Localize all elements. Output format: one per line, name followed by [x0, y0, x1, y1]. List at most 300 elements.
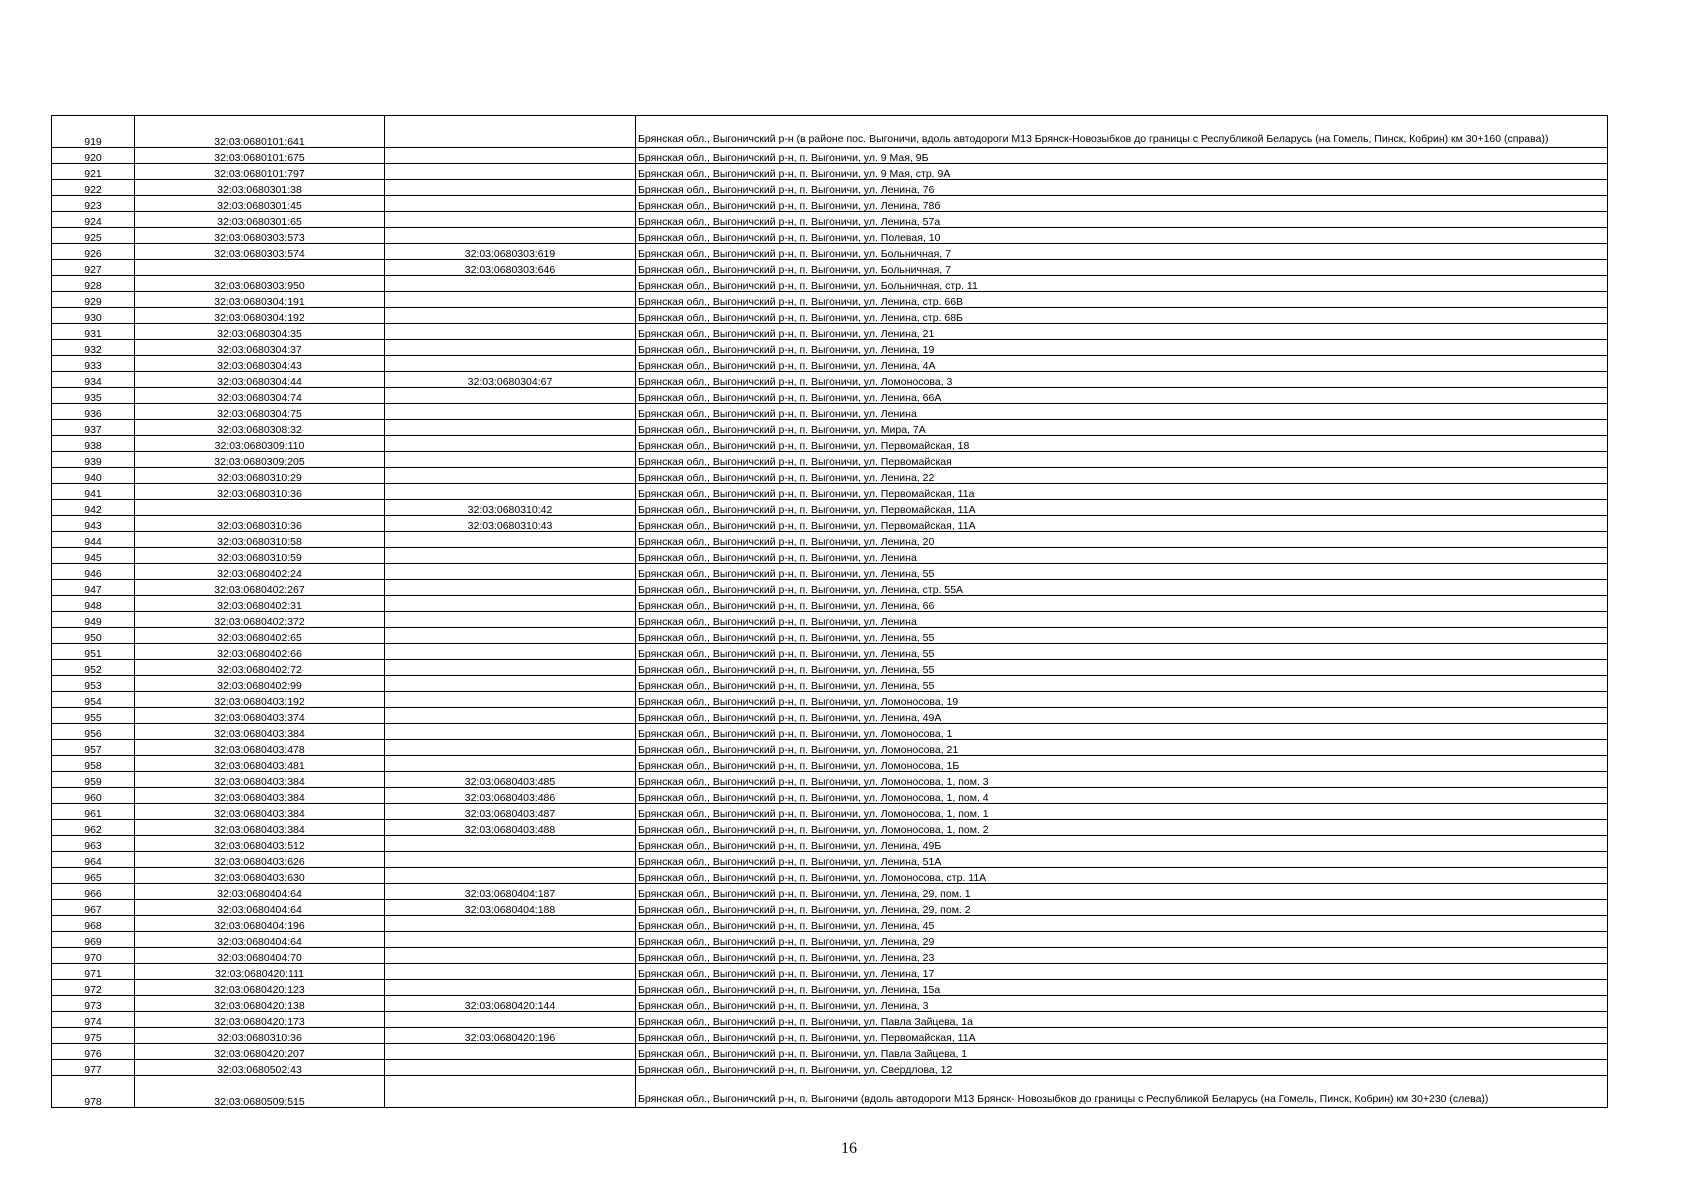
address-cell: Брянская обл., Выгоничский р-н, п. Выгоничи, ул. 9 Мая, 9Б	[636, 148, 1608, 164]
cadastral-number-cell: 32:03:0680304:44	[135, 372, 385, 388]
related-cadastral-number-cell	[385, 932, 636, 948]
related-cadastral-number-cell	[385, 708, 636, 724]
cadastral-number-cell: 32:03:0680308:32	[135, 420, 385, 436]
related-cadastral-number-cell	[385, 1044, 636, 1060]
related-cadastral-number-cell	[385, 916, 636, 932]
cadastral-number-cell: 32:03:0680402:72	[135, 660, 385, 676]
related-cadastral-number-cell	[385, 228, 636, 244]
row-number-cell: 931	[52, 324, 135, 340]
cadastral-number-cell: 32:03:0680404:64	[135, 884, 385, 900]
address-cell: Брянская обл., Выгоничский р-н, п. Выгоничи, ул. Ленина, 55	[636, 564, 1608, 580]
cadastral-number-cell: 32:03:0680310:36	[135, 484, 385, 500]
table-body	[52, 116, 1608, 1108]
cadastral-table	[51, 115, 1608, 1108]
address-cell: Брянская обл., Выгоничский р-н, п. Выгоничи, ул. Ленина, 3	[636, 996, 1608, 1012]
row-number-cell: 919	[52, 116, 135, 148]
cadastral-number-cell: 32:03:0680509:515	[135, 1076, 385, 1108]
table-row	[52, 708, 1608, 724]
address-cell: Брянская обл., Выгоничский р-н, п. Выгоничи, ул. Ленина, 51А	[636, 852, 1608, 868]
address-cell: Брянская обл., Выгоничский р-н, п. Выгоничи, ул. Ленина, 19	[636, 340, 1608, 356]
address-cell: Брянская обл., Выгоничский р-н, п. Выгоничи, ул. Ломоносова, 1Б	[636, 756, 1608, 772]
cadastral-number-cell	[135, 500, 385, 516]
row-number-cell: 933	[52, 356, 135, 372]
table-row	[52, 676, 1608, 692]
table-row	[52, 116, 1608, 148]
address-cell: Брянская обл., Выгоничский р-н, п. Выгоничи, ул. Ленина, 45	[636, 916, 1608, 932]
table-row	[52, 932, 1608, 948]
cadastral-number-cell: 32:03:0680402:31	[135, 596, 385, 612]
related-cadastral-number-cell	[385, 548, 636, 564]
related-cadastral-number-cell	[385, 676, 636, 692]
cadastral-number-cell	[135, 260, 385, 276]
related-cadastral-number-cell	[385, 484, 636, 500]
row-number-cell: 964	[52, 852, 135, 868]
cadastral-number-cell: 32:03:0680403:384	[135, 772, 385, 788]
cadastral-number-cell: 32:03:0680402:65	[135, 628, 385, 644]
related-cadastral-number-cell	[385, 1012, 636, 1028]
address-cell: Брянская обл., Выгоничский р-н, п. Выгоничи, ул. Ленина, стр. 68Б	[636, 308, 1608, 324]
address-cell: Брянская обл., Выгоничский р-н, п. Выгоничи, ул. Ломоносова, стр. 11А	[636, 868, 1608, 884]
related-cadastral-number-cell	[385, 660, 636, 676]
address-cell: Брянская обл., Выгоничский р-н, п. Выгоничи, ул. Ленина, 29, пом. 1	[636, 884, 1608, 900]
cadastral-number-cell: 32:03:0680420:111	[135, 964, 385, 980]
cadastral-number-cell: 32:03:0680304:75	[135, 404, 385, 420]
address-cell: Брянская обл., Выгоничский р-н, п. Выгоничи, ул. Ленина, 57а	[636, 212, 1608, 228]
table-row	[52, 484, 1608, 500]
related-cadastral-number-cell: 32:03:0680420:144	[385, 996, 636, 1012]
table-row	[52, 884, 1608, 900]
address-cell: Брянская обл., Выгоничский р-н, п. Выгоничи, ул. Ленина, 76	[636, 180, 1608, 196]
related-cadastral-number-cell: 32:03:0680404:188	[385, 900, 636, 916]
row-number-cell: 924	[52, 212, 135, 228]
table-row	[52, 900, 1608, 916]
address-cell: Брянская обл., Выгоничский р-н, п. Выгоничи, ул. Больничная, стр. 11	[636, 276, 1608, 292]
cadastral-number-cell: 32:03:0680309:110	[135, 436, 385, 452]
table-row	[52, 1044, 1608, 1060]
related-cadastral-number-cell	[385, 420, 636, 436]
address-cell: Брянская обл., Выгоничский р-н, п. Выгоничи, ул. Ленина, 55	[636, 644, 1608, 660]
related-cadastral-number-cell	[385, 452, 636, 468]
table-row	[52, 164, 1608, 180]
table-row	[52, 276, 1608, 292]
address-cell: Брянская обл., Выгоничский р-н, п. Выгоничи, ул. Первомайская	[636, 452, 1608, 468]
cadastral-number-cell: 32:03:0680304:191	[135, 292, 385, 308]
address-cell: Брянская обл., Выгоничский р-н, п. Выгоничи, ул. Ленина	[636, 404, 1608, 420]
table-row	[52, 964, 1608, 980]
row-number-cell: 934	[52, 372, 135, 388]
related-cadastral-number-cell	[385, 356, 636, 372]
cadastral-number-cell: 32:03:0680310:59	[135, 548, 385, 564]
related-cadastral-number-cell	[385, 148, 636, 164]
cadastral-number-cell: 32:03:0680404:70	[135, 948, 385, 964]
row-number-cell: 925	[52, 228, 135, 244]
row-number-cell: 954	[52, 692, 135, 708]
address-cell: Брянская обл., Выгоничский р-н, п. Выгоничи, ул. Ленина, 17	[636, 964, 1608, 980]
address-cell: Брянская обл., Выгоничский р-н, п. Выгоничи, ул. Ленина, 66А	[636, 388, 1608, 404]
row-number-cell: 939	[52, 452, 135, 468]
cadastral-number-cell: 32:03:0680403:192	[135, 692, 385, 708]
cadastral-number-cell: 32:03:0680101:675	[135, 148, 385, 164]
row-number-cell: 948	[52, 596, 135, 612]
table-row	[52, 692, 1608, 708]
table-row	[52, 180, 1608, 196]
address-cell: Брянская обл., Выгоничский р-н, п. Выгоничи, ул. Свердлова, 12	[636, 1060, 1608, 1076]
related-cadastral-number-cell: 32:03:0680403:488	[385, 820, 636, 836]
related-cadastral-number-cell	[385, 852, 636, 868]
cadastral-number-cell: 32:03:0680420:173	[135, 1012, 385, 1028]
related-cadastral-number-cell	[385, 580, 636, 596]
table-row	[52, 292, 1608, 308]
cadastral-number-cell: 32:03:0680402:24	[135, 564, 385, 580]
address-cell: Брянская обл., Выгоничский р-н, п. Выгоничи, ул. Ленина, 29, пом. 2	[636, 900, 1608, 916]
related-cadastral-number-cell	[385, 564, 636, 580]
related-cadastral-number-cell	[385, 980, 636, 996]
address-cell: Брянская обл., Выгоничский р-н, п. Выгоничи, ул. Больничная, 7	[636, 244, 1608, 260]
related-cadastral-number-cell	[385, 212, 636, 228]
related-cadastral-number-cell	[385, 948, 636, 964]
related-cadastral-number-cell	[385, 756, 636, 772]
row-number-cell: 929	[52, 292, 135, 308]
row-number-cell: 973	[52, 996, 135, 1012]
row-number-cell: 932	[52, 340, 135, 356]
table-row	[52, 820, 1608, 836]
table-row	[52, 196, 1608, 212]
cadastral-number-cell: 32:03:0680101:641	[135, 116, 385, 148]
row-number-cell: 952	[52, 660, 135, 676]
row-number-cell: 957	[52, 740, 135, 756]
table-row	[52, 1012, 1608, 1028]
cadastral-number-cell: 32:03:0680402:99	[135, 676, 385, 692]
row-number-cell: 930	[52, 308, 135, 324]
address-cell: Брянская обл., Выгоничский р-н, п. Выгоничи, ул. 9 Мая, стр. 9А	[636, 164, 1608, 180]
table-row	[52, 916, 1608, 932]
address-cell: Брянская обл., Выгоничский р-н, п. Выгоничи, ул. Ленина, 21	[636, 324, 1608, 340]
address-cell: Брянская обл., Выгоничский р-н, п. Выгоничи, ул. Ломоносова, 3	[636, 372, 1608, 388]
address-cell: Брянская обл., Выгоничский р-н, п. Выгоничи, ул. Первомайская, 11А	[636, 500, 1608, 516]
page-number: 16	[841, 1140, 857, 1157]
address-cell: Брянская обл., Выгоничский р-н, п. Выгоничи, ул. Ленина, 22	[636, 468, 1608, 484]
table-row	[52, 772, 1608, 788]
table-row	[52, 996, 1608, 1012]
address-cell: Брянская обл., Выгоничский р-н, п. Выгоничи, ул. Ленина, 66	[636, 596, 1608, 612]
row-number-cell: 970	[52, 948, 135, 964]
row-number-cell: 951	[52, 644, 135, 660]
row-number-cell: 953	[52, 676, 135, 692]
row-number-cell: 935	[52, 388, 135, 404]
row-number-cell: 962	[52, 820, 135, 836]
address-cell: Брянская обл., Выгоничский р-н, п. Выгоничи, ул. Первомайская, 18	[636, 436, 1608, 452]
table-row	[52, 580, 1608, 596]
row-number-cell: 920	[52, 148, 135, 164]
row-number-cell: 938	[52, 436, 135, 452]
related-cadastral-number-cell	[385, 404, 636, 420]
address-cell: Брянская обл., Выгоничский р-н, п. Выгоничи, ул. Ленина, 55	[636, 660, 1608, 676]
cadastral-number-cell: 32:03:0680404:196	[135, 916, 385, 932]
table-row	[52, 324, 1608, 340]
address-cell: Брянская обл., Выгоничский р-н, п. Выгоничи, ул. Ломоносова, 1, пом. 2	[636, 820, 1608, 836]
row-number-cell: 963	[52, 836, 135, 852]
address-cell: Брянская обл., Выгоничский р-н, п. Выгоничи, ул. Больничная, 7	[636, 260, 1608, 276]
table-row	[52, 372, 1608, 388]
row-number-cell: 940	[52, 468, 135, 484]
table-row	[52, 308, 1608, 324]
related-cadastral-number-cell	[385, 276, 636, 292]
row-number-cell: 978	[52, 1076, 135, 1108]
cadastral-number-cell: 32:03:0680304:35	[135, 324, 385, 340]
table-row	[52, 804, 1608, 820]
table-row	[52, 356, 1608, 372]
row-number-cell: 947	[52, 580, 135, 596]
related-cadastral-number-cell: 32:03:0680303:619	[385, 244, 636, 260]
address-cell: Брянская обл., Выгоничский р-н, п. Выгоничи, ул. Ломоносова, 1, пом. 3	[636, 772, 1608, 788]
related-cadastral-number-cell: 32:03:0680403:487	[385, 804, 636, 820]
related-cadastral-number-cell	[385, 1060, 636, 1076]
related-cadastral-number-cell: 32:03:0680403:486	[385, 788, 636, 804]
table-row	[52, 420, 1608, 436]
table-row	[52, 228, 1608, 244]
address-cell: Брянская обл., Выгоничский р-н, п. Выгоничи, ул. Мира, 7А	[636, 420, 1608, 436]
table-row	[52, 660, 1608, 676]
address-cell: Брянская обл., Выгоничский р-н, п. Выгоничи, ул. Первомайская, 11А	[636, 516, 1608, 532]
row-number-cell: 972	[52, 980, 135, 996]
row-number-cell: 974	[52, 1012, 135, 1028]
table-row	[52, 852, 1608, 868]
table-row	[52, 564, 1608, 580]
row-number-cell: 941	[52, 484, 135, 500]
table-row	[52, 788, 1608, 804]
address-cell: Брянская обл., Выгоничский р-н, п. Выгоничи, ул. Ломоносова, 19	[636, 692, 1608, 708]
cadastral-number-cell: 32:03:0680403:384	[135, 820, 385, 836]
related-cadastral-number-cell	[385, 724, 636, 740]
row-number-cell: 961	[52, 804, 135, 820]
address-cell: Брянская обл., Выгоничский р-н, п. Выгоничи, ул. Ленина, 4А	[636, 356, 1608, 372]
address-cell: Брянская обл., Выгоничский р-н, п. Выгоничи, ул. Ломоносова, 1, пом. 4	[636, 788, 1608, 804]
cadastral-number-cell: 32:03:0680403:374	[135, 708, 385, 724]
row-number-cell: 956	[52, 724, 135, 740]
address-cell: Брянская обл., Выгоничский р-н, п. Выгоничи, ул. Первомайская, 11а	[636, 484, 1608, 500]
table-row	[52, 868, 1608, 884]
row-number-cell: 965	[52, 868, 135, 884]
table-row	[52, 948, 1608, 964]
related-cadastral-number-cell	[385, 628, 636, 644]
cadastral-number-cell: 32:03:0680403:512	[135, 836, 385, 852]
row-number-cell: 966	[52, 884, 135, 900]
related-cadastral-number-cell	[385, 116, 636, 148]
row-number-cell: 944	[52, 532, 135, 548]
row-number-cell: 946	[52, 564, 135, 580]
row-number-cell: 969	[52, 932, 135, 948]
cadastral-number-cell: 32:03:0680502:43	[135, 1060, 385, 1076]
address-cell: Брянская обл., Выгоничский р-н, п. Выгоничи, ул. Ленина, 55	[636, 628, 1608, 644]
related-cadastral-number-cell	[385, 180, 636, 196]
cadastral-number-cell: 32:03:0680403:384	[135, 804, 385, 820]
cadastral-number-cell: 32:03:0680404:64	[135, 900, 385, 916]
address-cell: Брянская обл., Выгоничский р-н, п. Выгоничи, ул. Павла Зайцева, 1	[636, 1044, 1608, 1060]
table-row	[52, 516, 1608, 532]
related-cadastral-number-cell	[385, 308, 636, 324]
row-number-cell: 949	[52, 612, 135, 628]
address-cell: Брянская обл., Выгоничский р-н, п. Выгоничи, ул. Первомайская, 11А	[636, 1028, 1608, 1044]
table-row	[52, 740, 1608, 756]
row-number-cell: 958	[52, 756, 135, 772]
cadastral-number-cell: 32:03:0680403:384	[135, 788, 385, 804]
cadastral-number-cell: 32:03:0680420:123	[135, 980, 385, 996]
address-cell: Брянская обл., Выгоничский р-н, п. Выгоничи, ул. Ленина, 55	[636, 676, 1608, 692]
address-cell: Брянская обл., Выгоничский р-н, п. Выгоничи (вдоль автодороги М13 Брянск- Новозыбков до границы с Республикой Беларусь (на Гомель, Пинск, Кобрин) км 30+230 (слева))	[636, 1076, 1608, 1108]
address-cell: Брянская обл., Выгоничский р-н, п. Выгоничи, ул. Ленина, 29	[636, 932, 1608, 948]
table-row	[52, 548, 1608, 564]
related-cadastral-number-cell	[385, 692, 636, 708]
related-cadastral-number-cell	[385, 532, 636, 548]
cadastral-number-cell: 32:03:0680403:630	[135, 868, 385, 884]
row-number-cell: 977	[52, 1060, 135, 1076]
table-row	[52, 388, 1608, 404]
cadastral-number-cell: 32:03:0680403:626	[135, 852, 385, 868]
table-row	[52, 612, 1608, 628]
row-number-cell: 967	[52, 900, 135, 916]
cadastral-number-cell: 32:03:0680304:43	[135, 356, 385, 372]
cadastral-number-cell: 32:03:0680402:267	[135, 580, 385, 596]
related-cadastral-number-cell	[385, 964, 636, 980]
row-number-cell: 955	[52, 708, 135, 724]
row-number-cell: 921	[52, 164, 135, 180]
related-cadastral-number-cell: 32:03:0680310:43	[385, 516, 636, 532]
table-row	[52, 1028, 1608, 1044]
cadastral-number-cell: 32:03:0680402:66	[135, 644, 385, 660]
related-cadastral-number-cell	[385, 1076, 636, 1108]
row-number-cell: 975	[52, 1028, 135, 1044]
related-cadastral-number-cell	[385, 436, 636, 452]
address-cell: Брянская обл., Выгоничский р-н, п. Выгоничи, ул. Ленина	[636, 548, 1608, 564]
related-cadastral-number-cell	[385, 292, 636, 308]
cadastral-number-cell: 32:03:0680310:29	[135, 468, 385, 484]
table-row	[52, 532, 1608, 548]
related-cadastral-number-cell: 32:03:0680304:67	[385, 372, 636, 388]
cadastral-number-cell: 32:03:0680403:478	[135, 740, 385, 756]
related-cadastral-number-cell	[385, 740, 636, 756]
table-row	[52, 468, 1608, 484]
table-row	[52, 500, 1608, 516]
row-number-cell: 968	[52, 916, 135, 932]
address-cell: Брянская обл., Выгоничский р-н, п. Выгоничи, ул. Павла Зайцева, 1а	[636, 1012, 1608, 1028]
related-cadastral-number-cell	[385, 468, 636, 484]
address-cell: Брянская обл., Выгоничский р-н, п. Выгоничи, ул. Ленина, 78б	[636, 196, 1608, 212]
related-cadastral-number-cell	[385, 324, 636, 340]
cadastral-number-cell: 32:03:0680420:138	[135, 996, 385, 1012]
address-cell: Брянская обл., Выгоничский р-н, п. Выгоничи, ул. Ленина, стр. 66В	[636, 292, 1608, 308]
related-cadastral-number-cell	[385, 612, 636, 628]
related-cadastral-number-cell	[385, 596, 636, 612]
cadastral-number-cell: 32:03:0680304:192	[135, 308, 385, 324]
cadastral-number-cell: 32:03:0680101:797	[135, 164, 385, 180]
cadastral-number-cell: 32:03:0680303:573	[135, 228, 385, 244]
row-number-cell: 926	[52, 244, 135, 260]
address-cell: Брянская обл., Выгоничский р-н, п. Выгоничи, ул. Ленина, 20	[636, 532, 1608, 548]
related-cadastral-number-cell	[385, 644, 636, 660]
address-cell: Брянская обл., Выгоничский р-н, п. Выгоничи, ул. Ломоносова, 1, пом. 1	[636, 804, 1608, 820]
related-cadastral-number-cell	[385, 868, 636, 884]
row-number-cell: 959	[52, 772, 135, 788]
row-number-cell: 945	[52, 548, 135, 564]
table-row	[52, 724, 1608, 740]
related-cadastral-number-cell	[385, 196, 636, 212]
table-row	[52, 756, 1608, 772]
cadastral-number-cell: 32:03:0680310:36	[135, 516, 385, 532]
table-row	[52, 980, 1608, 996]
address-cell: Брянская обл., Выгоничский р-н, п. Выгоничи, ул. Ленина, 23	[636, 948, 1608, 964]
cadastral-number-cell: 32:03:0680301:38	[135, 180, 385, 196]
address-cell: Брянская обл., Выгоничский р-н, п. Выгоничи, ул. Ленина, 49А	[636, 708, 1608, 724]
related-cadastral-number-cell: 32:03:0680403:485	[385, 772, 636, 788]
row-number-cell: 928	[52, 276, 135, 292]
address-cell: Брянская обл., Выгоничский р-н, п. Выгоничи, ул. Ломоносова, 21	[636, 740, 1608, 756]
address-cell: Брянская обл., Выгоничский р-н, п. Выгоничи, ул. Ленина, 49Б	[636, 836, 1608, 852]
table-row	[52, 260, 1608, 276]
table-row	[52, 436, 1608, 452]
related-cadastral-number-cell: 32:03:0680303:646	[385, 260, 636, 276]
cadastral-number-cell: 32:03:0680304:74	[135, 388, 385, 404]
cadastral-number-cell: 32:03:0680402:372	[135, 612, 385, 628]
row-number-cell: 976	[52, 1044, 135, 1060]
cadastral-number-cell: 32:03:0680403:481	[135, 756, 385, 772]
cadastral-number-cell: 32:03:0680303:950	[135, 276, 385, 292]
cadastral-number-cell: 32:03:0680404:64	[135, 932, 385, 948]
row-number-cell: 971	[52, 964, 135, 980]
cadastral-number-cell: 32:03:0680309:205	[135, 452, 385, 468]
cadastral-number-cell: 32:03:0680304:37	[135, 340, 385, 356]
table-row	[52, 1076, 1608, 1108]
address-cell: Брянская обл., Выгоничский р-н, п. Выгоничи, ул. Ленина	[636, 612, 1608, 628]
cadastral-number-cell: 32:03:0680303:574	[135, 244, 385, 260]
related-cadastral-number-cell	[385, 836, 636, 852]
row-number-cell: 922	[52, 180, 135, 196]
related-cadastral-number-cell: 32:03:0680310:42	[385, 500, 636, 516]
address-cell: Брянская обл., Выгоничский р-н, п. Выгоничи, ул. Ленина, 15а	[636, 980, 1608, 996]
related-cadastral-number-cell: 32:03:0680404:187	[385, 884, 636, 900]
cadastral-number-cell: 32:03:0680301:65	[135, 212, 385, 228]
address-cell: Брянская обл., Выгоничский р-н (в районе пос. Выгоничи, вдоль автодороги М13 Брянск-Новозыбков до границы с Республикой Беларусь (на Гомель, Пинск, Кобрин) км 30+160 (справа))	[636, 116, 1608, 148]
table-row	[52, 212, 1608, 228]
table-row	[52, 1060, 1608, 1076]
row-number-cell: 950	[52, 628, 135, 644]
row-number-cell: 923	[52, 196, 135, 212]
row-number-cell: 936	[52, 404, 135, 420]
row-number-cell: 942	[52, 500, 135, 516]
cadastral-number-cell: 32:03:0680301:45	[135, 196, 385, 212]
table-row	[52, 148, 1608, 164]
row-number-cell: 960	[52, 788, 135, 804]
table-row	[52, 596, 1608, 612]
row-number-cell: 927	[52, 260, 135, 276]
table-row	[52, 644, 1608, 660]
table-row	[52, 628, 1608, 644]
address-cell: Брянская обл., Выгоничский р-н, п. Выгоничи, ул. Полевая, 10	[636, 228, 1608, 244]
cadastral-number-cell: 32:03:0680420:207	[135, 1044, 385, 1060]
row-number-cell: 937	[52, 420, 135, 436]
related-cadastral-number-cell: 32:03:0680420:196	[385, 1028, 636, 1044]
table-row	[52, 452, 1608, 468]
related-cadastral-number-cell	[385, 164, 636, 180]
related-cadastral-number-cell	[385, 388, 636, 404]
cadastral-number-cell: 32:03:0680310:36	[135, 1028, 385, 1044]
table-row	[52, 244, 1608, 260]
table-row	[52, 404, 1608, 420]
table-row	[52, 340, 1608, 356]
address-cell: Брянская обл., Выгоничский р-н, п. Выгоничи, ул. Ленина, стр. 55А	[636, 580, 1608, 596]
cadastral-number-cell: 32:03:0680403:384	[135, 724, 385, 740]
related-cadastral-number-cell	[385, 340, 636, 356]
table-row	[52, 836, 1608, 852]
